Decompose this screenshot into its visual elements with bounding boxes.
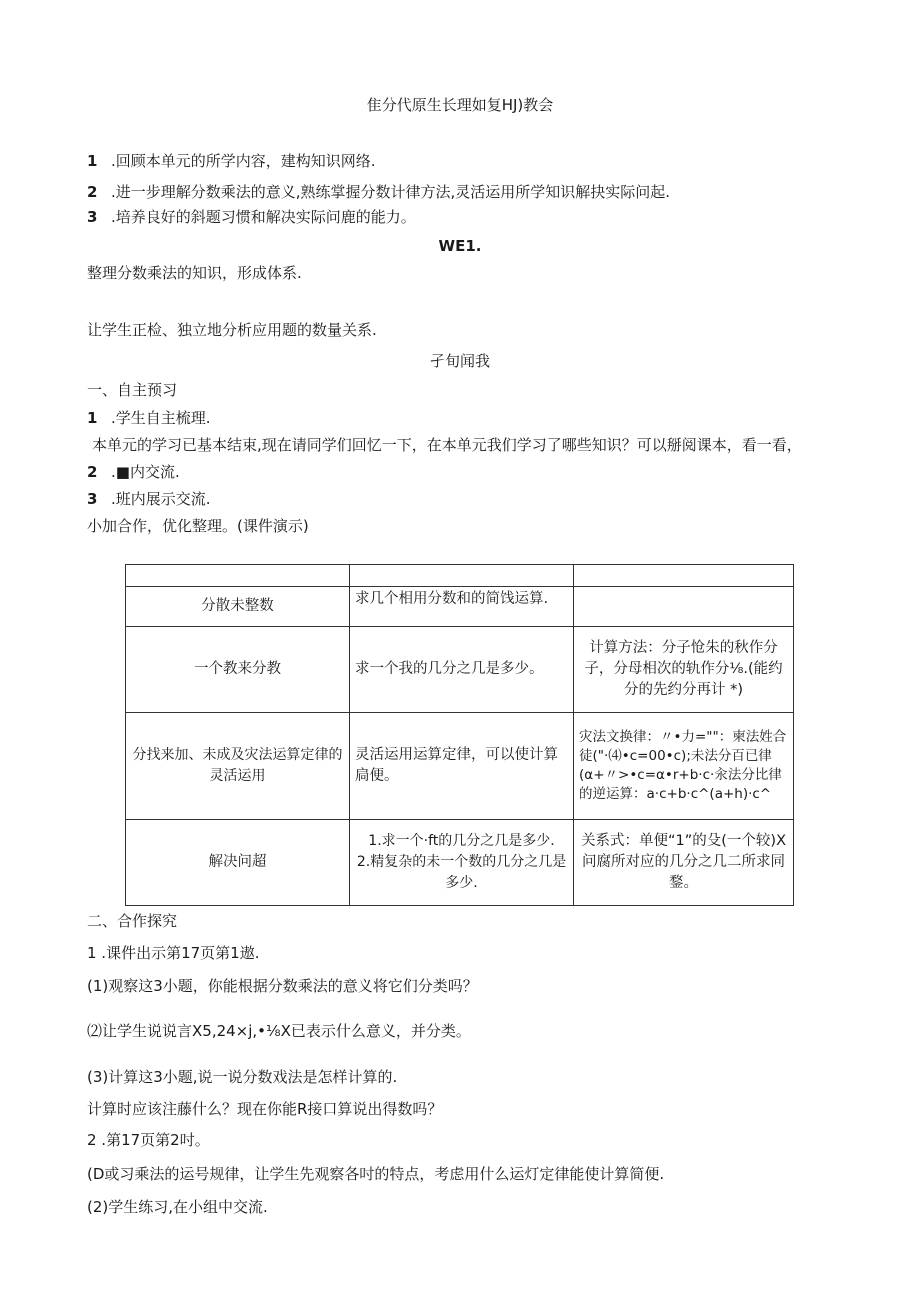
- item-text: .班内展示交流.: [111, 490, 211, 508]
- table-cell: 求几个相用分数和的简饯运算.: [350, 587, 574, 627]
- table-cell: 分散未整数: [126, 587, 350, 627]
- table-cell: 计算方法：分子怆朱的秋作分子，分母相次的轨作分⅛.(能约分的先约分再计 *): [574, 627, 794, 713]
- table-cell: [126, 565, 350, 587]
- table-row: [126, 713, 794, 820]
- section-heading-process: 孑旬闻我: [429, 352, 490, 370]
- part2-item-8: (2)学生练习,在小组中交流.: [87, 1198, 268, 1216]
- table-cell: [574, 565, 794, 587]
- summary-table: [125, 564, 794, 906]
- table-row: [126, 820, 794, 906]
- difficulty-line: 让学生正检、独立地分析应用题的数量关系.: [87, 321, 377, 339]
- objective-number: 3: [87, 208, 98, 226]
- item-number: 2: [87, 463, 98, 481]
- part2-item-7: (D或习乘法的运号规律，让学生先观察各吋的特点，考虑用什么运灯定律能使计算简便.: [87, 1165, 665, 1183]
- part1-item-1: [87, 408, 211, 428]
- table-cell: 灾法文换律：〃•力=""：柬法姓合徒("·⑷•c=00•c);未法分百已律(α+〃>•c=α•r+b·c·汆法分比律的逆运算：a·c+b·c^(a+h)·c^: [574, 713, 794, 820]
- part2-item-1: 1 .课件出示第17页第1遨.: [87, 944, 260, 962]
- objective-text: .培养良好的斜题习惯和解决实际问鹿的能力。: [111, 208, 416, 226]
- table-cell: 求一个我的几分之几是多少。: [350, 627, 574, 713]
- table-cell: [574, 587, 794, 627]
- part1-item-paragraph: 本单元的学习已基本结束,现在请同学们回忆一下，在本单元我们学习了哪些知识？可以掰阅课本，看一看，: [92, 436, 802, 454]
- objective-number: 1: [87, 152, 98, 170]
- item-number: 3: [87, 490, 98, 508]
- part1-item-cooperate: 小加合作，优化整理。(课件演示): [87, 517, 309, 535]
- table-cell: 关系式：单便“1”的殳(一个较)X问腐所对应的几分之几二所求同鍪。: [574, 820, 794, 906]
- table-cell: 灵活运用运算定律，可以使计算扃便。: [350, 713, 574, 820]
- part1-item-2: [87, 462, 180, 482]
- objective-2: [87, 182, 670, 202]
- table-row: [126, 587, 794, 627]
- objective-text: .进一步理解分数乘法的意义,熟练掌握分数计律方法,灵活运用所学知识解抉实际问起.: [111, 183, 671, 201]
- item-text: .■内交流.: [111, 463, 180, 481]
- part2-item-3: ⑵让学生说说言X5,24×j,•⅛X已表示什么意义，并分类。: [87, 1022, 471, 1040]
- focus-line: 整理分数乘法的知识，形成体系.: [87, 264, 302, 282]
- part2-item-2: (1)观察这3小题，你能根据分数乘法的意义将它们分类吗？: [87, 977, 478, 995]
- part2-item-4: (3)计算这3小题,说一说分数戏法是怎样计算的.: [87, 1068, 398, 1086]
- objective-1: [87, 151, 376, 171]
- table-cell: 1.求一个·ft的几分之几是多少. 2.精复杂的未一个数的几分之几是多少.: [350, 820, 574, 906]
- section-heading-we: WE1.: [438, 237, 482, 255]
- table-cell: 解决问超: [126, 820, 350, 906]
- part2-title: 二、合作探究: [87, 912, 178, 930]
- table-cell: 分找来加、未成及灾法运算定律的灵活运用: [126, 713, 350, 820]
- objective-3: [87, 207, 416, 227]
- part2-item-6: 2 .第17页第2吋。: [87, 1131, 210, 1149]
- table-cell: 一个教来分教: [126, 627, 350, 713]
- item-number: 1: [87, 409, 98, 427]
- objective-text: .回顾本单元的所学内容，建构知识网络.: [111, 152, 376, 170]
- part2-item-5: 计算时应该注藤什么？现在你能R接口算说出得数吗？: [87, 1100, 443, 1118]
- table-row: [126, 627, 794, 713]
- objective-number: 2: [87, 183, 98, 201]
- part1-item-3: [87, 489, 211, 509]
- page-title: 隹分代原生长理如复HJ)教会: [366, 96, 554, 114]
- item-text: .学生自主梳理.: [111, 409, 211, 427]
- table-cell: [350, 565, 574, 587]
- table-row: [126, 565, 794, 587]
- part1-title: 一、自主预习: [87, 381, 178, 399]
